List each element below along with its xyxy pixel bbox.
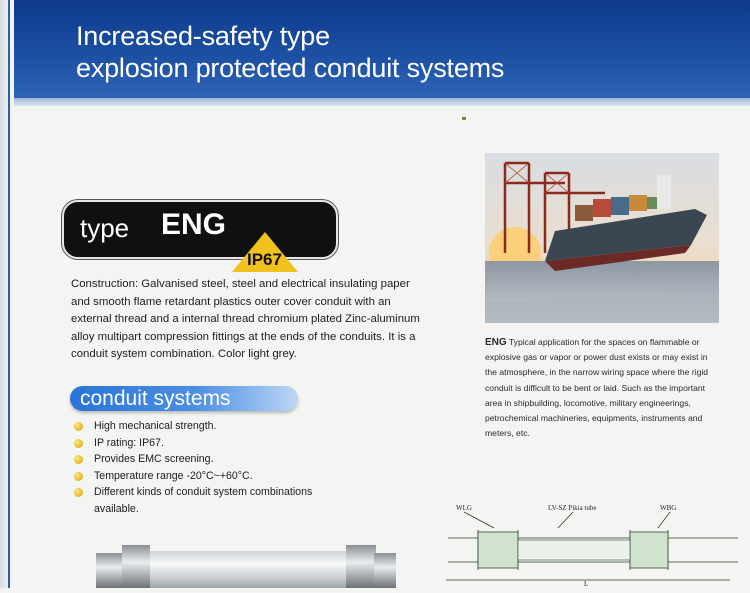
application-description xyxy=(485,335,721,441)
construction-paragraph: Construction: Galvanised steel, steel and electrical insulating paper and smooth flame retardant plastics outer cover conduit with an external thread and a internal thread chromium plated Zinc-aluminum alloy multipart compression fittings at the ends of the conduits. It is a conduit system combination. Color light grey. xyxy=(71,278,420,360)
page-title xyxy=(76,20,736,84)
feature-text: Different kinds of conduit system combinations available. xyxy=(94,486,313,515)
header-divider xyxy=(14,98,750,106)
diagram-length-label: L xyxy=(584,580,589,588)
feature-text: Provides EMC screening. xyxy=(94,453,214,465)
bullet-icon xyxy=(74,439,83,448)
feature-text: Temperature range -20°C~+60°C. xyxy=(94,469,253,482)
feature-item xyxy=(72,418,332,435)
conduit-systems-title: conduit systems xyxy=(80,387,231,410)
feature-text: High mechanical strength. xyxy=(94,420,217,432)
container-ship-photo xyxy=(485,153,719,323)
bullet-icon xyxy=(74,422,83,431)
application-code: ENG xyxy=(485,337,507,348)
feature-list xyxy=(72,418,332,517)
bullet-icon xyxy=(74,488,83,497)
feature-item xyxy=(72,468,332,485)
title-line-2: explosion protected conduit systems xyxy=(76,53,505,83)
feature-item xyxy=(72,484,332,517)
conduit-product-image xyxy=(96,535,396,588)
diagram-left-label: WLG xyxy=(456,504,472,512)
type-word: type xyxy=(80,213,130,243)
bullet-icon xyxy=(74,472,83,481)
print-speck xyxy=(462,117,466,120)
diagram-middle-label: LV-SZ Pikia tube xyxy=(548,504,597,512)
type-code: ENG xyxy=(161,208,227,241)
bullet-icon xyxy=(74,455,83,464)
title-line-1: Increased-safety type xyxy=(76,21,330,51)
ip-rating-label: IP67 xyxy=(247,250,282,269)
page-binding-edge xyxy=(0,0,14,588)
conduit-assembly-diagram xyxy=(438,500,738,588)
feature-text: IP rating: IP67. xyxy=(94,436,164,449)
diagram-right-label: WBG xyxy=(660,504,677,512)
application-text: Typical application for the spaces on flammable or explosive gas or vapor or power dust exists or may exist in the atmosphere, in the narrow wiring space where the rigid conduit is difficult to be bent or laid. Such as the important area in shipbuilding, locomotive, military engineerings, petrochemical machineries, equipments, instruments and meters, etc. xyxy=(485,337,709,439)
feature-item xyxy=(72,451,332,468)
conduit-systems-heading xyxy=(70,386,298,411)
feature-item xyxy=(72,435,332,452)
header-banner xyxy=(14,0,750,98)
